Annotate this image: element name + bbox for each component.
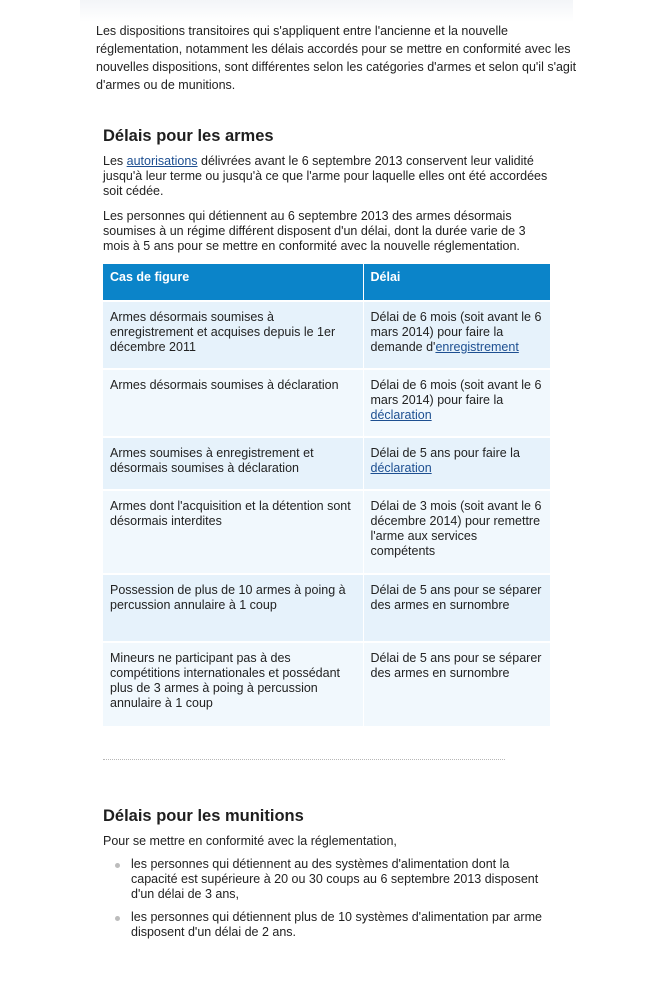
paragraph-detention: Les personnes qui détiennent au 6 septembre 2013 des armes désormais soumises à un régime différent disposent d'un délai, dont la durée varie de 3 mois à 5 ans pour se mettre en conformité avec la nouvelle réglementation. <box>103 209 526 253</box>
cell-delai <box>363 369 550 437</box>
delai-text: Délai de 5 ans pour se séparer des armes en surnombre <box>370 583 542 612</box>
cell-cas: Armes désormais soumises à enregistrement et acquises depuis le 1er décembre 2011 <box>103 301 363 369</box>
table-row <box>103 642 550 726</box>
bullet-icon <box>115 916 120 921</box>
cell-delai <box>363 301 550 369</box>
delais-table <box>103 264 550 726</box>
munitions-list <box>103 857 543 948</box>
autorisations-link[interactable]: autorisations <box>126 154 198 168</box>
list-item-text: les personnes qui détiennent plus de 10 systèmes d'alimentation par arme disposent d'un délai de 2 ans. <box>131 910 542 939</box>
p1-before: Les <box>103 154 127 168</box>
table-row <box>103 301 550 369</box>
cell-cas: Mineurs ne participant pas à des compétitions internationales et possédant plus de 3 armes à poing à percussion annulaire à 1 coup <box>103 642 363 726</box>
table-row <box>103 369 550 437</box>
section-title-munitions: Délais pour les munitions <box>103 807 304 825</box>
top-band <box>80 0 573 22</box>
cell-cas: Armes dont l'acquisition et la détention sont désormais interdites <box>103 490 363 574</box>
cell-cas: Possession de plus de 10 armes à poing à percussion annulaire à 1 coup <box>103 574 363 642</box>
section-title-armes: Délais pour les armes <box>103 127 274 145</box>
delai-text: Délai de 5 ans pour faire la <box>370 446 520 460</box>
delai-text: Délai de 6 mois (soit avant le 6 mars 2014) pour faire la <box>370 378 542 407</box>
delai-link[interactable]: déclaration <box>370 408 432 422</box>
cell-delai <box>363 490 550 574</box>
cell-delai <box>363 642 550 726</box>
header-delai: Délai <box>363 264 550 301</box>
delai-link[interactable]: déclaration <box>370 461 432 475</box>
cell-delai <box>363 437 550 490</box>
list-item-text: les personnes qui détiennent au des systèmes d'alimentation dont la capacité est supérieure à 20 ou 30 coups au 6 septembre 2013 disposent d'un délai de 3 ans, <box>131 857 539 901</box>
cell-delai <box>363 574 550 642</box>
delai-text: Délai de 6 mois (soit avant le 6 mars 2014) pour faire la demande d' <box>370 310 542 354</box>
table-row <box>103 437 550 490</box>
table-header-row <box>103 264 550 301</box>
delai-text: Délai de 3 mois (soit avant le 6 décembre 2014) pour remettre l'arme aux services compétents <box>370 499 542 558</box>
table-row <box>103 490 550 574</box>
cell-cas: Armes désormais soumises à déclaration <box>103 369 363 437</box>
list-item <box>103 857 543 902</box>
dotted-separator <box>103 759 505 760</box>
cell-cas: Armes soumises à enregistrement et désormais soumises à déclaration <box>103 437 363 490</box>
delai-link[interactable]: enregistrement <box>435 340 519 354</box>
bullet-icon <box>115 863 120 868</box>
delai-text: Délai de 5 ans pour se séparer des armes en surnombre <box>370 651 542 680</box>
header-cas: Cas de figure <box>103 264 363 301</box>
table-row <box>103 574 550 642</box>
paragraph-autorisations <box>103 154 553 199</box>
intro-paragraph: Les dispositions transitoires qui s'appliquent entre l'ancienne et la nouvelle réglementation, notamment les délais accordés pour se mettre en conformité avec les nouvelles dispositions, sont différentes selon les catégories d'armes et selon qu'il s'agit d'armes ou de munitions. <box>96 24 577 92</box>
paragraph-munitions-intro: Pour se mettre en conformité avec la réglementation, <box>103 834 397 848</box>
p1-after: délivrées avant le 6 septembre 2013 conservent leur validité jusqu'à leur terme ou jusqu'à ce que l'arme pour laquelle elles ont été accordées soit cédée. <box>103 154 548 198</box>
list-item <box>103 910 543 940</box>
